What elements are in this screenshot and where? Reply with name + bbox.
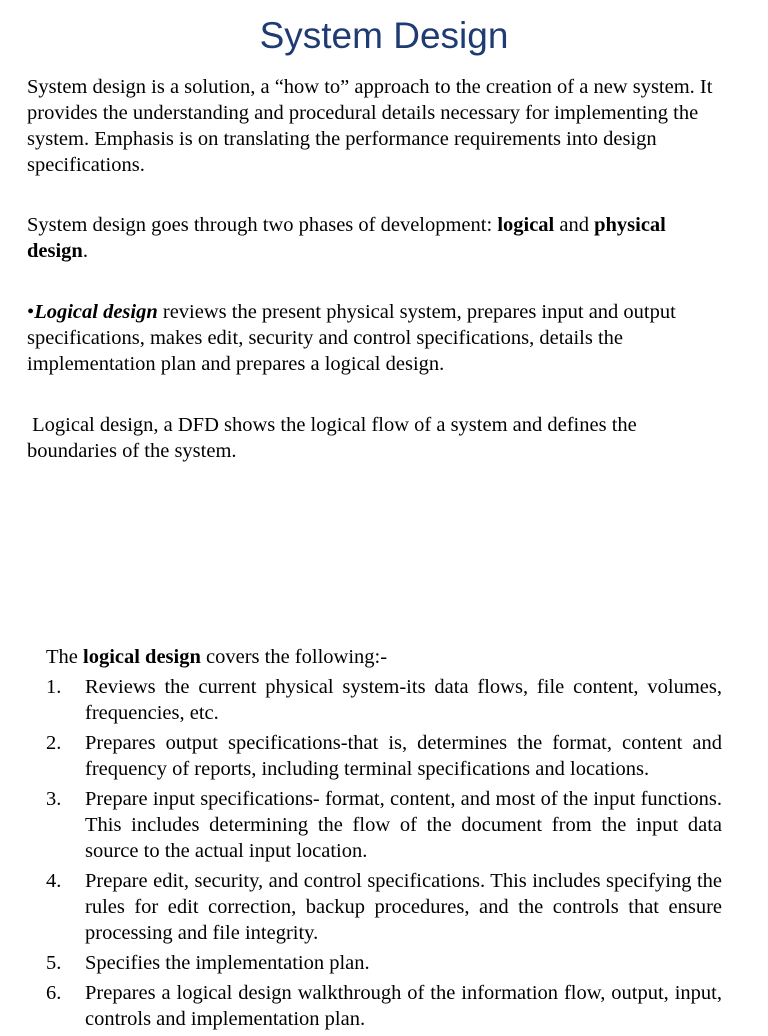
intro-paragraph: System design is a solution, a “how to” approach to the creation of a new system. It provides the understanding and procedural details necessary for implementing the system. Emphasis is on translating the performance requirements into design specifications.: [27, 76, 713, 176]
list-item-text: Specifies the implementation plan.: [85, 952, 370, 974]
dfd-paragraph: Logical design, a DFD shows the logical flow of a system and defines the boundaries of the system.: [27, 414, 642, 462]
list-item-text: Reviews the current physical system-its data flows, file content, volumes, frequencies, etc.: [85, 676, 722, 724]
list-item-text: Prepares a logical design walkthrough of the information flow, output, input, controls and implementation plan.: [85, 982, 722, 1030]
list-item-number: 2.: [46, 732, 62, 754]
logical-design-list: [46, 674, 722, 1036]
phases-logical: logical: [497, 214, 555, 236]
list-item: [46, 950, 722, 976]
list-item: [46, 730, 722, 782]
list-item-text: Prepare edit, security, and control specifications. This includes specifying the rules for edit correction, backup procedures, and the controls that ensure processing and file integrity.: [85, 870, 722, 944]
phases-and: and: [554, 214, 595, 236]
phases-paragraph: [27, 212, 727, 264]
list-item-text: Prepare input specifications- format, content, and most of the input functions. This includes determining the flow of the document from the input data source to the actual input location.: [85, 788, 722, 862]
list-item-number: 1.: [46, 676, 62, 698]
list-item-number: 6.: [46, 982, 62, 1004]
bullet-icon: •: [27, 301, 35, 323]
list-item: [46, 674, 722, 726]
logical-design-term: Logical design: [34, 301, 158, 323]
list-item: [46, 980, 722, 1032]
page-title: System Design: [259, 15, 509, 56]
list-item-text: Prepares output specifications-that is, determines the format, content and frequency of reports, including terminal specifications and locations.: [85, 732, 722, 780]
logical-design-text: reviews the present physical system, prepares input and output specifications, makes edit, security and control specifications, details the implementation plan and prepares a logical design.: [27, 301, 676, 375]
list-item-number: 5.: [46, 952, 62, 974]
list-intro-text: The: [46, 646, 83, 668]
phases-physical: physical design: [27, 214, 666, 262]
list-intro-suffix: covers the following:-: [200, 646, 388, 668]
phases-text: System design goes through two phases of development:: [27, 214, 498, 236]
list-intro-bold: logical design: [83, 646, 201, 668]
list-item: [46, 786, 722, 864]
list-item-number: 4.: [46, 870, 62, 892]
phases-period: .: [82, 240, 88, 262]
list-intro: [46, 644, 736, 670]
logical-design-paragraph: [27, 299, 727, 377]
list-item-number: 3.: [46, 788, 62, 810]
list-item: [46, 868, 722, 946]
